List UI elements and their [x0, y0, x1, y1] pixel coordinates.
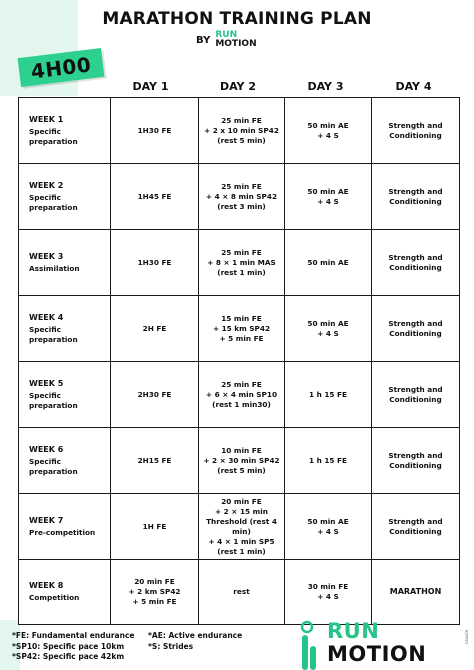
day-4-header: DAY 4 [395, 80, 432, 93]
week-name: WEEK 1 [29, 114, 64, 124]
week-description: Competition [29, 593, 80, 602]
day-1-cell: 20 min FE + 2 km SP42 + 5 min FE [111, 560, 199, 625]
week-name: WEEK 6 [29, 444, 64, 454]
day-2-cell: 25 min FE + 6 × 4 min SP10 (rest 1 min30) [199, 362, 285, 428]
logo-run-text: RUN [327, 619, 380, 643]
week-name: WEEK 5 [29, 378, 64, 388]
week-name: WEEK 7 [29, 515, 64, 525]
subtitle [196, 31, 257, 49]
day-1-cell: 2H FE [111, 296, 199, 362]
day-2-cell: rest [199, 560, 285, 625]
day-3-cell: 1 h 15 FE [285, 362, 372, 428]
week-description: Pre-competition [29, 527, 96, 537]
day-4-cell: Strength and Conditioning [372, 296, 460, 362]
day-1-cell: 1H45 FE [111, 164, 199, 230]
week-description: Specific preparation [29, 324, 78, 344]
table-row [19, 164, 460, 230]
week-description: Specific preparation [29, 126, 78, 146]
week-cell [19, 362, 111, 428]
day-4-cell: MARATHON [372, 560, 460, 625]
by-label: BY [196, 34, 211, 46]
day-2-cell: 25 min FE + 2 x 10 min SP42 (rest 5 min) [199, 98, 285, 164]
day-3-cell: 50 min AE + 4 S [285, 494, 372, 560]
day-3-cell: 50 min AE [285, 230, 372, 296]
table-row [19, 98, 460, 164]
week-cell [19, 494, 111, 560]
day-1-cell: 2H15 FE [111, 428, 199, 494]
day-3-cell: 1 h 15 FE [285, 428, 372, 494]
day-4-cell: Strength and Conditioning [372, 230, 460, 296]
week-cell [19, 230, 111, 296]
day-1-cell: 2H30 FE [111, 362, 199, 428]
day-3-cell: 50 min AE + 4 S [285, 98, 372, 164]
legend-item: *FE: Fundamental endurance [12, 631, 135, 640]
day-4-cell: Strength and Conditioning [372, 98, 460, 164]
week-cell [19, 428, 111, 494]
week-description: Assimilation [29, 263, 80, 273]
day-2-cell: 25 min FE + 4 × 8 min SP42 (rest 3 min) [199, 164, 285, 230]
legend-column-2 [148, 631, 242, 652]
legend-item: *AE: Active endurance [148, 631, 243, 640]
day-4-cell: Strength and Conditioning [372, 164, 460, 230]
week-name: WEEK 2 [29, 180, 64, 190]
day-3-cell: 30 min FE + 4 S [285, 560, 372, 625]
table-row [19, 560, 460, 625]
week-cell [19, 164, 111, 230]
day-3-cell: 50 min AE + 4 S [285, 164, 372, 230]
legend-item: *S: Strides [148, 641, 194, 651]
day-4-cell: Strength and Conditioning [372, 494, 460, 560]
legend-item: *SP10: Specific pace 10km [12, 641, 125, 651]
week-description: Specific preparation [29, 456, 78, 476]
table-row [19, 494, 460, 560]
day-4-cell: Strength and Conditioning [372, 362, 460, 428]
week-cell [19, 296, 111, 362]
week-description: Specific preparation [29, 192, 78, 212]
day-1-cell: 1H30 FE [111, 98, 199, 164]
table-row [19, 428, 460, 494]
day-2-header: DAY 2 [219, 80, 257, 93]
week-description: Specific preparation [29, 390, 78, 410]
runner-icon [296, 620, 318, 670]
target-time-label: 4H00 [29, 51, 93, 84]
day-1-cell: 1H30 FE [111, 230, 199, 296]
legend-column-1 [12, 631, 134, 663]
mini-logo-run: RUN [215, 30, 238, 40]
day-2-cell: 10 min FE + 2 × 30 min SP42 (rest 5 min) [199, 428, 285, 494]
mini-logo-motion: MOTION [215, 39, 257, 49]
week-cell [19, 560, 111, 625]
logo-motion-text: MOTION [327, 642, 427, 666]
day-3-header: DAY 3 [307, 80, 344, 93]
week-cell [19, 98, 111, 164]
table-row [19, 362, 460, 428]
table-row [19, 230, 460, 296]
runmotion-logo [327, 619, 469, 666]
day-2-cell: 15 min FE + 15 km SP42 + 5 min FE [199, 296, 285, 362]
table-row [19, 296, 460, 362]
page-title: MARATHON TRAINING PLAN [102, 9, 372, 29]
day-2-cell: 20 min FE + 2 × 15 min Threshold (rest 4 min) + 4 × 1 min SP5 (rest 1 min) [199, 494, 285, 560]
day-2-cell: 25 min FE + 8 × 1 min MAS (rest 1 min) [199, 230, 285, 296]
week-name: WEEK 3 [29, 251, 64, 261]
week-name: WEEK 8 [29, 581, 64, 590]
training-table [18, 97, 460, 625]
day-1-cell: 1H FE [111, 494, 199, 560]
logo-coach-text: COACH [464, 629, 469, 644]
runmotion-mini-logo [215, 31, 256, 49]
day-3-cell: 50 min AE + 4 S [285, 296, 372, 362]
week-name: WEEK 4 [29, 312, 64, 322]
day-1-header: DAY 1 [132, 80, 169, 93]
legend-item: *SP42: Specific pace 42km [12, 652, 125, 661]
day-4-cell: Strength and Conditioning [372, 428, 460, 494]
